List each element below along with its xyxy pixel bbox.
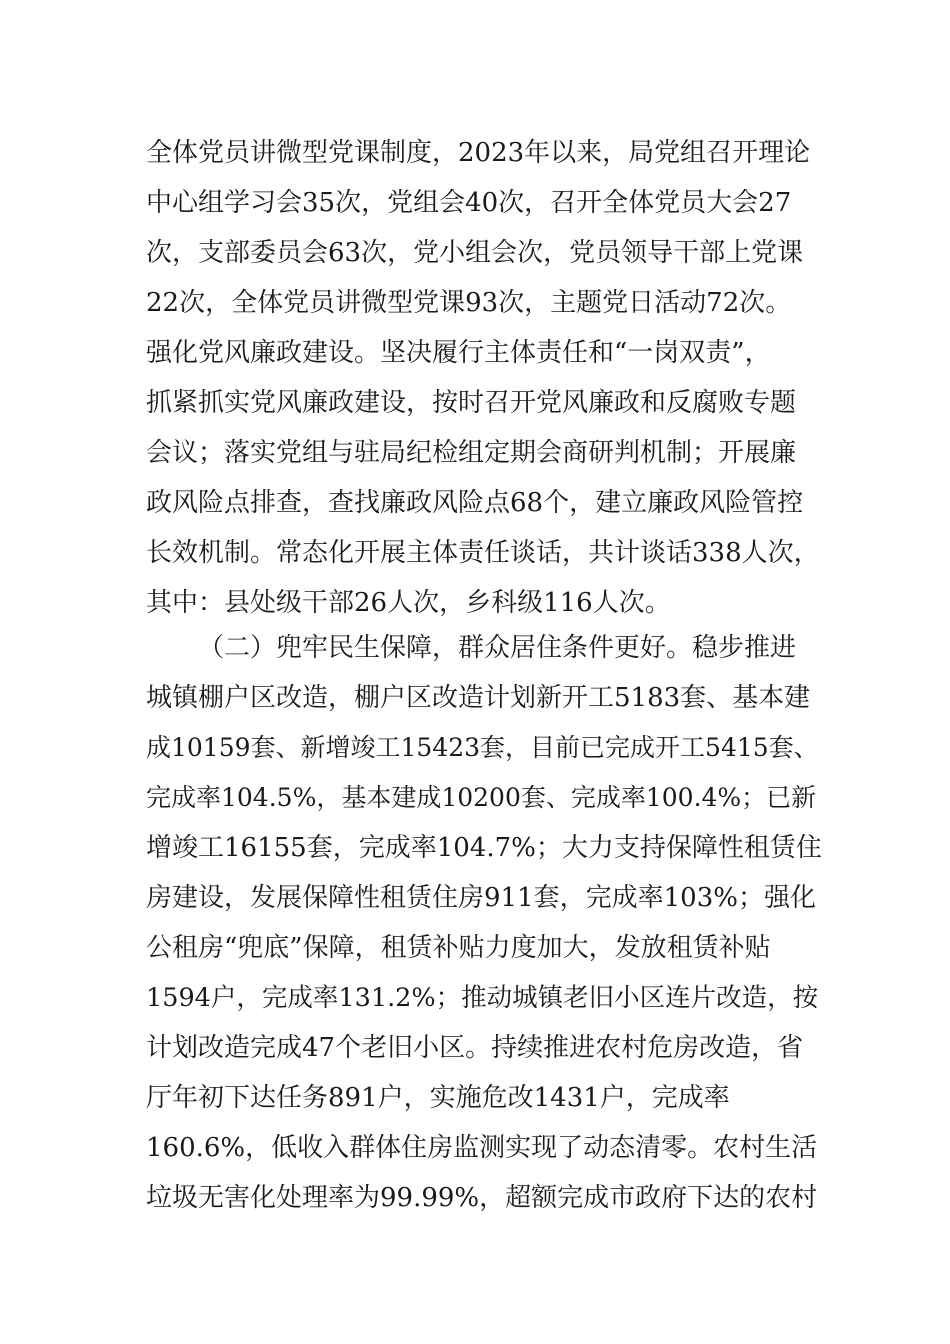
- text-line: 22次，全体党员讲微型党课93次，主题党日活动72次。: [146, 288, 792, 318]
- text-line: 全体党员讲微型党课制度，2023年以来，局党组召开理论: [146, 138, 811, 168]
- text-line: 长效机制。常态化开展主体责任谈话，共计谈话338人次，: [146, 538, 820, 568]
- text-line: 垃圾无害化处理率为99.99%，超额完成市政府下达的农村: [146, 1183, 818, 1213]
- text-line: 会议；落实党组与驻局纪检组定期会商研判机制；开展廉: [146, 438, 797, 468]
- text-line: 完成率104.5%，基本建成10200套、完成率100.4%；已新: [146, 783, 817, 812]
- text-line: 中心组学习会35次，党组会40次，召开全体党员大会27: [146, 188, 792, 218]
- text-line: 抓紧抓实党风廉政建设，按时召开党风廉政和反腐败专题: [146, 388, 797, 418]
- text-line: 160.6%，低收入群体住房监测实现了动态清零。农村生活: [146, 1133, 818, 1163]
- text-line: 房建设，发展保障性租赁住房911套，完成率103%；强化: [146, 883, 816, 913]
- text-line: 公租房“兜底”保障，租赁补贴力度加大，发放租赁补贴: [146, 933, 771, 963]
- text-line: 其中：县处级干部26人次，乡科级116人次。: [146, 588, 671, 618]
- text-line: 计划改造完成47个老旧小区。持续推进农村危房改造，省: [146, 1033, 804, 1063]
- paragraph-heading-line: （二）兜牢民生保障，群众居住条件更好。稳步推进: [198, 633, 797, 663]
- text-line: 次，支部委员会63次，党小组会次，党员领导干部上党课: [146, 238, 804, 268]
- text-line: 成10159套、新增竣工15423套，目前已完成开工5415套、: [146, 733, 819, 762]
- text-line: 增竣工16155套，完成率104.7%；大力支持保障性租赁住: [146, 833, 822, 863]
- text-line: 政风险点排查，查找廉政风险点68个，建立廉政风险管控: [146, 488, 804, 518]
- text-line: 强化党风廉政建设。坚决履行主体责任和“一岗双责”，: [146, 338, 771, 368]
- text-line: 1594户，完成率131.2%；推动城镇老旧小区连片改造，按: [146, 983, 819, 1013]
- text-line: 厅年初下达任务891户，实施危改1431户，完成率: [146, 1083, 730, 1113]
- text-line: 城镇棚户区改造，棚户区改造计划新开工5183套、基本建: [146, 683, 811, 713]
